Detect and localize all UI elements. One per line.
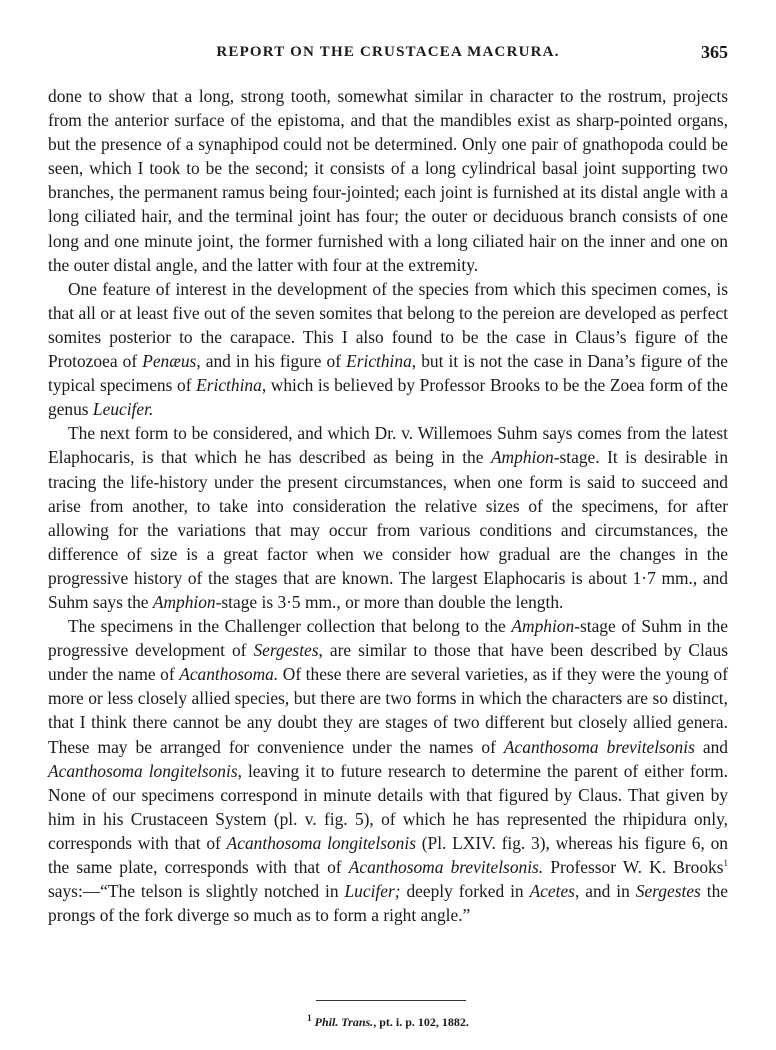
italic-term: Acanthosoma longitelsonis: [48, 760, 238, 781]
italic-term: Sergestes: [253, 640, 319, 661]
paragraph: [48, 84, 728, 277]
text-run: , are similar to those that have been described by Claus under the name of: [48, 640, 728, 685]
running-title: REPORT ON THE CRUSTACEA MACRURA.: [216, 44, 560, 60]
paragraph: [48, 277, 728, 422]
italic-term: Acanthosoma.: [179, 664, 279, 685]
italic-term: Acanthosoma brevitelsonis.: [348, 857, 544, 877]
text-run: The next form to be considered, and which Dr. v. Willemoes Suhm says comes from the latest Elaphocaris, is that which he has described as being in the: [48, 423, 728, 468]
text-run: -stage is 3·5 mm., or more than double the length.: [215, 591, 564, 612]
text-run: the prongs of the fork diverge so much as to form a right angle.”: [48, 881, 728, 926]
footnote-marker: 1: [307, 1013, 312, 1023]
text-run: says:—“The telson is slightly notched in: [48, 881, 345, 902]
paragraph: [48, 614, 728, 927]
text-run: , which is believed by Professor Brooks to be the Zoea form of the genus: [48, 375, 728, 420]
italic-term: Acanthosoma longitelsonis: [226, 832, 416, 853]
text-run: -stage of Suhm in the progressive development of: [48, 616, 728, 661]
text-run: deeply forked in: [400, 881, 530, 902]
page-header: [48, 44, 728, 68]
italic-term: Amphion: [511, 616, 575, 637]
italic-term: Acetes: [529, 881, 575, 902]
page-number: 365: [701, 42, 728, 62]
italic-term: Ericthina: [196, 375, 262, 396]
text-run: (Pl. LXIV. fig. 3), whereas his figure 6, on the same plate, corresponds with that of: [48, 832, 728, 877]
text-run: done to show that a long, strong tooth, somewhat similar in character to the rostrum, projects from the anterior surface of the epistoma, and that the mandibles exist as sharp-pointed organs, but the presence of a synaphipod could not be determined. Only one pair of gnathopoda could be seen, which I took to be the second; it consists of a long cylindrical basal joint supporting two branches, the permanent ramus being four-jointed; each joint is furnished at its distal angle with a long ciliated hair, and the terminal joint has four; the outer or deciduous branch consists of one long and one minute joint, the former furnished with a long ciliated hair on the inner and one on the outer distal angle, and the latter with four at the extremity.: [48, 86, 728, 275]
italic-term: Amphion: [152, 591, 216, 612]
italic-term: Ericthina: [346, 351, 412, 372]
italic-term: Acanthosoma brevitelsonis: [503, 736, 695, 757]
footnote-citation: Phil. Trans.: [314, 1015, 374, 1029]
text-run: Professor W. K. Brooks: [543, 857, 724, 877]
text-run: Of these there are several varieties, as if they were the young of more or less closely allied species, but there are two forms in which the characters are so distinct, that I think there cannot be any doubt they are stages of two different but closely allied genera. These may be arranged for convenience under the names of: [48, 664, 728, 757]
italic-term: Leucifer.: [92, 399, 154, 420]
text-run: and: [694, 736, 728, 757]
footnote: [0, 1015, 776, 1030]
text-run: , and in his figure of: [196, 351, 347, 372]
italic-term: Sergestes: [635, 881, 701, 902]
italic-term: Penæus: [142, 351, 197, 372]
footnote-reference: 1: [723, 858, 728, 869]
italic-term: Lucifer;: [344, 881, 401, 902]
italic-term: Amphion: [490, 447, 554, 468]
text-run: -stage. It is desirable in tracing the life-history under the present circumstances, when one form is said to succeed and arise from another, to take into consideration the relative sizes of the specimens, for after allowing for the variations that may occur from various conditions and circumstances, the difference of size is a great factor when we consider how gradual are the changes in the progressive history of the stages that are known. The largest Elaphocaris is about 1·7 mm., and Suhm says the: [48, 447, 729, 612]
footnote-rule: [316, 1000, 466, 1001]
text-run: , and in: [574, 881, 636, 902]
paragraph: [48, 421, 728, 614]
text-run: One feature of interest in the development of the species from which this specimen comes, is that all or at least five out of the seven somites that belong to the pereion are developed as perfect somites posterior to the carapace. This I also found to be the case in Claus’s figure of the Protozoea of: [48, 278, 728, 372]
body-text: [48, 84, 728, 927]
footnote-rest: , pt. i. p. 102, 1882.: [373, 1015, 469, 1029]
text-run: , leaving it to future research to determine the parent of either form. None of our specimens correspond in minute details with that figured by Claus. That given by him in his Crustaceen System (pl. v. fig. 5), of which he has represented the rhipidura only, corresponds with that of: [48, 760, 728, 853]
text-run: The specimens in the Challenger collection that belong to the: [68, 616, 512, 637]
text-run: , but it is not the case in Dana’s figure of the typical specimens of: [48, 351, 728, 396]
